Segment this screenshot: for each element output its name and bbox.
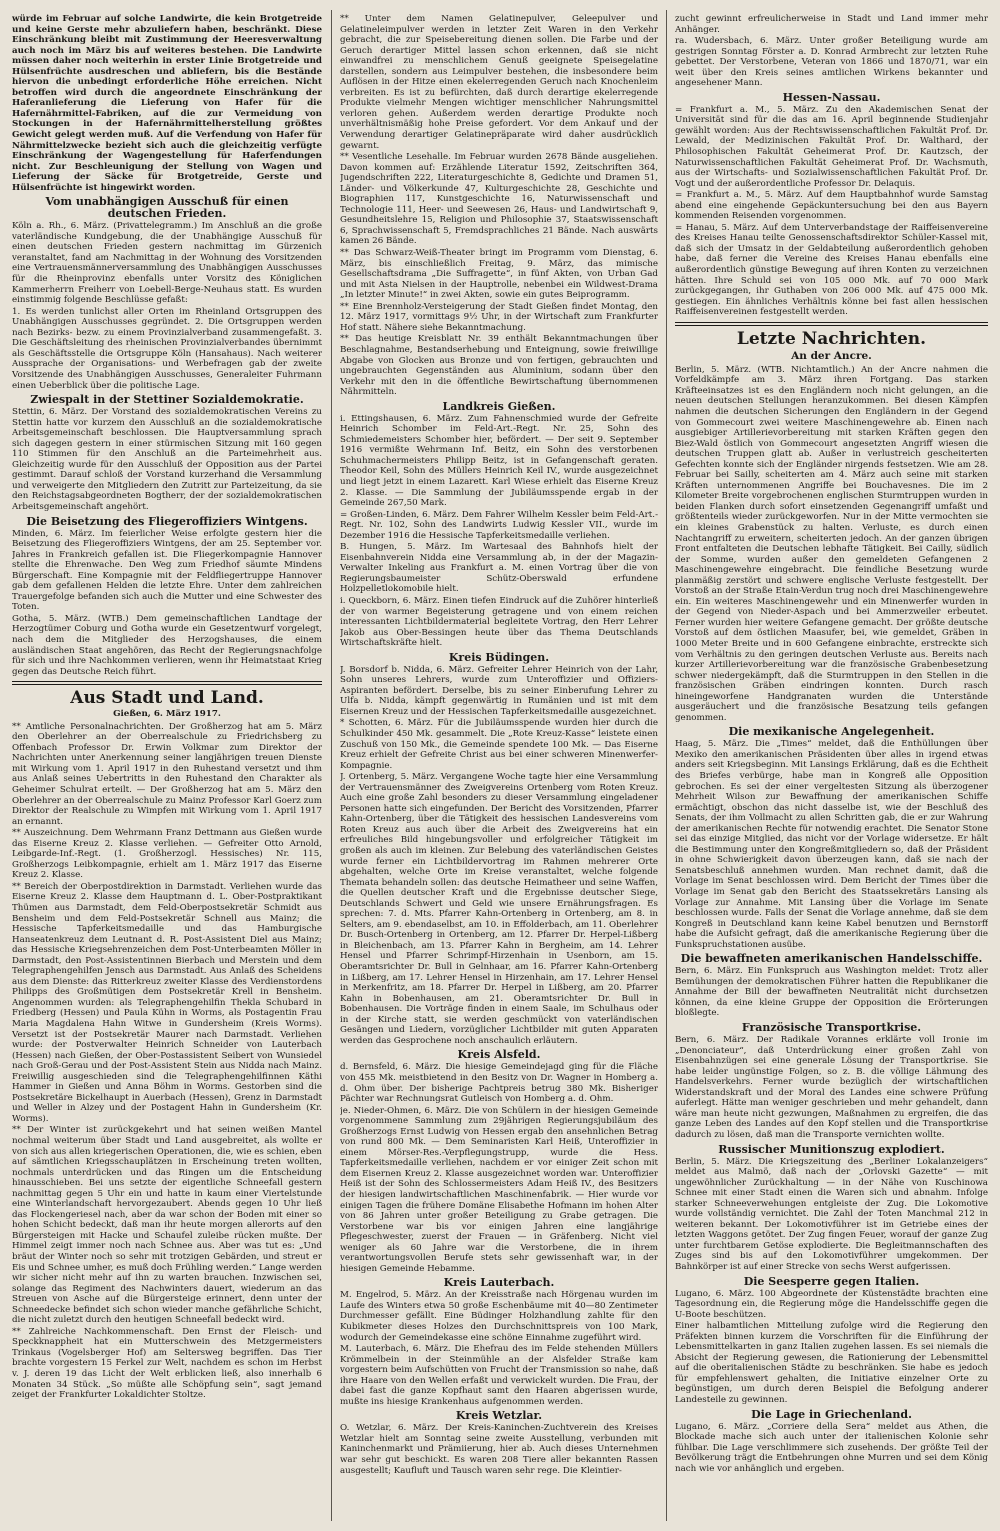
article-paragraph: Lugano, 6. März. „Corriere della Sera“ meldet aus Athen, die Blockade mache sich auch unter der italienischen Kolonie sehr fühlbar. Die Lage verschlimmere sich zusehends. Der größte Teil der Bevölkerung trägt die Entbehrungen ohne Murren und sei dem König nach wie vor anhänglich und ergeben. <box>675 1421 988 1474</box>
district-heading: Landkreis Gießen. <box>442 399 556 413</box>
article-paragraph: Lugano, 6. März. 100 Abgeordnete der Küstenstädte brachten eine Tagesordnung ein, die Regierung möge die Handelsschiffe gegen die U-Boote beschützen. <box>675 1288 988 1320</box>
article-paragraph: ** Amtliche Personalnachrichten. Der Großherzog hat am 5. März den Oberlehrer an der Oberrealschule zu Friedrichsberg zu Offenbach Professor Dr. Erwin Volkmar zum Direktor der Nachrichten unter Anerkennung seiner langjährigen treuen Dienste mit Wirkung vom 1. April 1917 in den Ruhestand versetzt und ihm aus Anlaß seines Uebertritts in den Ruhestand den Charakter als Geheimer Schulrat erteilt. — Der Großherzog hat am 5. März den Oberlehrer an der Oberrealschule zu Mainz Professor Karl Goerz zum Direktor der Realschule zu Wimpfen mit Wirkung vom 1. April 1917 an ernannt. <box>12 721 322 827</box>
article-paragraph: je. Nieder-Ohmen, 6. März. Die von Schülern in der hiesigen Gemeinde vorgenommene Sammlung zum 29jährigen Regierungsjubiläum des Großherzogs Ernst Ludwig von Hessen ergab den ansehnlichen Betrag von rund 800 Mk. — Dem Seminaristen Karl Heiß, Unteroffizier in einem Mörser-Res.-Verpflegungstrupp, wurde die Hess. Tapferkeitsmedaille verliehen, nachdem er vor einiger Zeit schon mit dem Eisernen Kreuz 2. Klasse ausgezeichnet worden war. Unteroffizier Heiß ist der Sohn des Schlossermeisters Adam Heiß IV., des Besitzers der hiesigen landwirtschaftlichen Maschinenfabrik. — Hier wurde vor einigen Tagen die frühere Domäne Elisabethe Hofmann im hohen Alter von 86 Jahren unter großer Beteiligung zu Grabe getragen. Die Verstorbene war bis vor einigen Jahren eine langjährige Pflegeschwester, zuerst der Frauen — in Gräfenberg. Nicht viel weniger als 60 Jahre war die Verstorbene, die in ihrem verantwortungsvollen Berufe stets sehr gewissenhaft war, in der hiesigen Gemeinde Hebamme. <box>340 1105 658 1274</box>
article-paragraph: ** Der Winter ist zurückgekehrt und hat seinen weißen Mantel nochmal weiterum über Stadt und Land ausgebreitet, als wollte er von sich aus allen kriegerischen Operationen, die, wie es schien, eben auf sämtlichen Kriegsschauplätzen in Erscheinung treten wollten, nochmals unterdrücken und das Ringen um die Entscheidung hinausschieben. Bei uns setzte der eigentliche Schneefall gestern nachmittag gegen 5 Uhr ein und hatte in kaum einer Viertelstunde eine Winterlandschaft hervorgezaubert. Abends gegen 10 Uhr ließ das Flockengeriesel nach, aber da war schon der Boden mit einer so hohen Schicht bedeckt, daß man ihr heute morgen allerorts auf den Bürgersteigen mit Hacke und Schaufel zuleibe rücken mußte. Der Himmel zeigt immer noch nach Schnee aus. Aber was tut es: „Und bräut der Winter noch so sehr mit trotzigen Gebärden, und streut er Eis und Schnee umher, es muß doch Frühling werden.“ Lange werden wir sicher nicht mehr auf ihn zu warten brauchen. Inzwischen sei, solange das Regiment des Nachwinters dauert, wiederum an das Streuen von Asche auf die Bürgersteige erinnert, denn unter der Schneedecke befindet sich schon wieder manche gefährliche Schicht, die nicht zuletzt durch den heutigen Schneefall bedeckt wird. <box>12 1125 322 1326</box>
column-2 <box>340 14 658 1521</box>
article-paragraph: = Hanau, 5. März. Auf dem Unterverbandstage der Raiffeisenvereine des Kreises Hanau teilte Genossenschaftsdirektor Schüler-Kassel mit, daß sich der Umsatz in der Geldabteilung außerordentlich gehoben habe, daß ferner die Vereine des Kreises Hanau ebenfalls eine außerordentlich günstige Bewegung auf ihren Konten zu verzeichnen hätten. Ihre Schuld sei von 105 000 Mk. auf 70 000 Mark zurückgegangen, ihr Guthaben von 206 000 Mk. auf 475 000 Mk. gestiegen. Ein ähnliches Verhältnis könne bei fast allen hessischen Raiffeisenvereinen festgestellt werden. <box>675 222 988 318</box>
article-paragraph: ** Bereich der Oberpostdirektion in Darmstadt. Verliehen wurde das Eiserne Kreuz 2. Klasse dem Hauptmann d. L. Ober-Postpraktikant Thümen aus Darmstadt, dem Feld-Oberpostsekretär Schmidt aus Bensheim und dem Feld-Postsekretär Schnell aus Mainz; die Hessische Tapferkeitsmedaille und das Hamburgische Hanseatenkreuz dem Leutnant d. R. Post-Assistent Diel aus Mainz; das Hessische Kriegsehrenzeichen dem Post-Unterbeamten Möller in Darmstadt, den Post-Assistentinnen Bierbach und Merstein und dem Telegraphengehilfen Jensch aus Darmstadt. Aus Anlaß des Scheidens aus dem Dienste: das Ritterkreuz zweiter Klasse des Verdienstordens Philipps des Großmütigen dem Postsekretär Krell in Bensheim. Angenommen wurden: als Telegraphengehilfin Thekla Schubard in Friedberg (Hessen) und Paula Kühn in Worms, als Postagentin Frau Maria Magdalena Hahn Witwe in Gundersheim (Kreis Worms). Versetzt ist der Postsekretär Maurer nach Darmstadt. Verliehen wurde: der Postverwalter Heinrich Schneider von Lauterbach (Hessen) nach Gießen, der Ober-Postassistent Seibert von Wunsiedel nach Groß-Gerau und der Post-Assistent Stein aus Nidda nach Mainz. Freiwillig ausgeschieden sind die Telegraphengehilfinnen Käthi Hammer in Gießen und Anna Böhm in Worms. Gestorben sind die Postsekretäre Bickelhaupt in Auerbach (Hessen), Grenz in Darmstadt und Weller in Alzey und der Postagent Hahn in Gundersheim (Kr. Worms). <box>12 881 322 1124</box>
article-headline: Vom unabhängigen Ausschuß für einen deutschen Frieden. <box>45 195 289 221</box>
article-paragraph: Einer halbamtlichen Mitteilung zufolge wird die Regierung den Präfekten binnen kurzem die Vorschriften für die Einführung der Lebensmittelkarten in ganz Italien zugehen lassen. Es sei niemals die Absicht der Regierung gewesen, die Rationierung der Lebensmittel auf die oberitalienischen Städte zu beschränken. Sie habe es jedoch für empfehlenswert gehalten, die Initiative einzelner Orte zu begünstigen, um durch deren Beispiel die Befolgung anderer Landesteile zu gewinnen. <box>675 1321 988 1405</box>
article-paragraph: Köln a. Rh., 6. März. (Privattelegramm.) Im Anschluß an die große vaterländische Kundgebung, die der Unabhängige Ausschuß für einen deutschen Frieden gestern nachmittag im Gürzenich veranstaltet, fand am Nachmittag in der Wohnung des Vorsitzenden eine Vertrauensmännerversammlung des Unabhängigen Ausschusses für die Rheinprovinz ebenfalls unter Vorsitz des Königlichen Kammerherrn Freiherr von Loebell-Berge-Neuhaus statt. Es wurden einstimmig folgende Beschlüsse gefaßt: <box>12 221 322 306</box>
article-headline: Die mexikanische Angelegenheit. <box>728 725 935 739</box>
article-paragraph: ** Eine Brennholz-Versteigerung der Stadt Gießen findet Montag, den 12. März 1917, vormittags 9½ Uhr, in der Wirtschaft zum Frankfurter Hof statt. Nähere siehe Bekanntmachung. <box>340 301 658 333</box>
article-paragraph: d. Bernsfeld, 6. März. Die hiesige Gemeindejagd ging für die Fläche von 455 Mk. meistbietend in den Besitz von Dr. Wagner in Homberg a. d. Ohm über. Der bisherige Pachtpreis betrug 380 Mk. Bisheriger Pächter war Rechnungsrat Gutleisch von Homberg a. d. Ohm. <box>340 1062 658 1105</box>
article-paragraph: Haag, 5. März. Die „Times“ meldet, daß die Enthüllungen über Mexiko den amerikanischen Präsidenten über alles in irgend etwas anders seit Kriegsbeginn. Mit Lansings Erklärung, daß es die Echtheit des Briefes verbürge, habe man in Kongreß alle Opposition gebrochen. Es sei der einer vergeltesten Sitzung als überzogener Mehrheit Wilson zur Bewaffnung der amerikanischen Schiffe ermächtigt, obschon das nicht dasselbe ist, wie der Beschluß des Senats, der ihm Vollmacht zu allen Schritten gab, die er zur Wahrung der amerikanischen Rechte für notwendig erachtet. Die Senator Stone sei das einzige Mitglied, das nicht vor der Vorlage widersetze. Er hält die Bestimmung unter den Kongreßmitgliedern so, daß der Präsident in ohne Schwierigkeit davon überzeugen kann, daß sie nach der Senatsbeschluß annehmen wurden. Man rechnet damit, daß die Vorlage im Senat beschlossen wird. Dem Bericht der Times über die Vorlage im Senat gab den Bericht des Staatssekretärs Lansing als Vorlage zur Annahme. Mit Lansing über die Vorlage im Senate beschlossen wurde. Falls der Senat die Vorlage annehme, daß sie dem Kongreß in Deutschland kann keine Kabel benutzen und Bernstorff habe die Aufsicht gefragt, daß die amerikanische Regierung über die Funkspruchstationen ausübe. <box>675 739 988 950</box>
article-paragraph: O. Wetzlar, 6. März. Der Kreis-Kaninchen-Zuchtverein des Kreises Wetzlar hielt am Sonntag seine zweite Ausstellung, verbunden mit Kaninchenmarkt und Prämiierung, hier ab. Auch dieses Unternehmen war sehr gut beschickt. Es waren 208 Tiere aller bekannten Rassen ausgestellt; Kaufluft und Tausch waren sehr rege. Die Kleintier- <box>340 1423 658 1476</box>
article-paragraph: Bern, 6. März. Der Radikale Vorannes erklärte voll Ironie im „Denonciateur“, daß Unterdrückung einer großen Zahl von Eisenbahnzügen sei eine generale Lösung der Transportkrise. Sie habe leider ungünstige Folgen, so z. B. die völlige Lähmung des Handelsverkehrs. Ferner wurde bezüglich der wirtschaftlichen Widerstandskraft und der Moral des Landes eine schwere Prüfung auferlegt. Hätte man weniger geschrieben und mehr gehandelt, dann wäre man heute nicht gezwungen, Maßnahmen zu ergreifen, die das ganze Leben des Landes auf den Kopf stellen und die Transportkrise dadurch zu lösen, daß man die Transporte vernichten wollte. <box>675 1035 988 1140</box>
article-headline: Zwiespalt in der Stettiner Sozialdemokratie. <box>30 393 304 407</box>
article-paragraph: i. Queckborn, 6. März. Einen tiefen Eindruck auf die Zuhörer hinterließ der von warmer Begeisterung getragene und von einem reichen interessanten Lichtbildermaterial begleitete Vortrag, den Herr Lehrer Jakob aus Ober-Bessingen heute über das Thema Deutschlands Wirtschaftskräfte hielt. <box>340 595 658 649</box>
column-1 <box>12 14 322 1521</box>
article-paragraph: zucht gewinnt erfreulicherweise in Stadt und Land immer mehr Anhänger. <box>675 14 988 35</box>
article-headline: Die Lage in Griechenland. <box>751 1407 912 1421</box>
column-rule <box>666 10 667 1521</box>
section-divider <box>675 322 988 326</box>
article-headline: Die bewaffneten amerikanischen Handelsschiffe. <box>680 952 983 966</box>
article-paragraph: Minden, 6. März. Im feierlicher Weise erfolgte gestern hier die Beisetzung des Fliegeroffiziers Wintgens, der am 25. September vor. Jahres in Frankreich gefallen ist. Die Fliegerkompagnie Hannover stellte die Ehrenwache. Den Weg zum Friedhof säumte Mindens Bürgerschaft. Eine Kompagnie mit der Feldfliegertruppe Hannover gab dem gefallenen Helden die letzte Ehre. Unter dem zahlreichen Trauergefolge befanden sich auch die Mutter und eine Schwester des Toten. <box>12 528 322 613</box>
article-paragraph: M. Engelrod, 5. März. An der Kreisstraße nach Hörgenau wurden im Laufe des Winters etwa 50 große Eschenbäume mit 40—80 Zentimeter Durchmesser gefällt. Eine Büdinger Holzhandlung zahlte für den Kubikmeter dieses Holzes den Durchschnittspreis von 100 Mark, wodurch der Gemeindekasse eine schöne Einnahme zugeführt wird. <box>340 1290 658 1343</box>
subsection-title: An der Ancre. <box>791 349 872 362</box>
article-paragraph: J. Borsdorf b. Nidda, 6. März. Gefreiter Lehrer Heinrich von der Lahr, Sohn unseres Lehrers, wurde zum Unteroffizier und Offiziers-Aspiranten befördert. Derselbe, bis zu seiner Einberufung Lehrer zu Ulfa b. Nidda, kämpft gegenwärtig in Rumänien und ist mit dem Eisernen Kreuz und der Hessischen Tapferkeitsmedaille ausgezeichnet. <box>340 664 658 717</box>
article-paragraph: Bern, 6. März. Ein Funkspruch aus Washington meldet: Trotz aller Bemühungen der demokratischen Führer hatten die Republikaner die Annahme der Bill der bewaffneten Neutralität nicht durchsetzen können, da eine kleine Gruppe der Opposition die Erörterungen bloßlegte. <box>675 966 988 1019</box>
article-paragraph: M. Lauterbach, 6. März. Die Ehefrau des im Felde stehenden Müllers Krömmelbein in der Steinmühle an der Alsfelder Straße kam vorgestern beim Aufschütten von Frucht der Transmission so nahe, daß ihre Haare von den Wellen erfaßt und verwickelt wurden. Die Frau, der dabei fast die ganze Kopfhaut samt den Haaren abgerissen wurde, mußte ins hiesige Krankenhaus aufgenommen werden. <box>340 1344 658 1407</box>
article-paragraph: i. Ettingshausen, 6. März. Zum Fahnenschmied wurde der Gefreite Heinrich Schomber im Feld-Art.-Regt. Nr. 25, Sohn des Schmiedemeisters Schomber hier, befördert. — Der seit 9. September 1916 vermißte Wehrmann Inf. Beitz, ein Sohn des verstorbenen Schuhmachermeisters Philipp Beitz, ist in Gefangenschaft geraten. Theodor Keil, Sohn des Müllers Heinrich Keil IV., wurde ausgezeichnet und liegt jetzt in einem Lazarett. Karl Wiese erhielt das Eiserne Kreuz 2. Klasse. — Die Sammlung der Jubiläumsspende ergab in der Gemeinde 267,50 Mark. <box>340 413 658 509</box>
article-paragraph: Stettin, 6. März. Der Vorstand des sozialdemokratischen Vereins zu Stettin hatte vor kurzem den Ausschluß an die sozialdemokratische Arbeitsgemeinschaft beschlossen. Die Hauptversammlung sprach sich dagegen gestern in einer stürmischen Sitzung mit 160 gegen 110 Stimmen für den Anschluß an die Parteimehrheit aus. Gleichzeitig wurde für den Ausschluß der Opposition aus der Partei gestimmt. Darauf schloß der Vorstand kurzerhand die Versammlung und verweigerte den Mitgliedern den Zutritt zur Parteizeitung, da sie den Reichstagsabgeordneten Bogtherr, der der sozialdemokratischen Arbeitsgemeinschaft angehört. <box>12 407 322 512</box>
article-headline: Französische Transportkrise. <box>741 1021 922 1035</box>
article-paragraph: J. Ortenberg, 5. März. Vergangene Woche tagte hier eine Versammlung der Vertrauensmänner des Zweigvereins Ortenberg vom Roten Kreuz. Auch eine große Zahl besonders zu dieser Versammlung eingeladener Personen hatte sich eingefunden. Der Bericht des Vorsitzenden, Pfarrer Kahn-Ortenberg, über die Tätigkeit des hessischen Landesvereins vom Roten Kreuz aus auch über die Arbeit des Zweigvereins hat ein erfreuliches Bild hingebungsvoller und erfolgreicher Tätigkeit im großen als auch im kleinen. Zur Belebung des vaterländischen Geistes wurde ferner ein Lichtbildervortrag im Rahmen mehrerer Orte abgehalten, welche Orte im Kreise veranstaltet, welche folgende Themata behandeln sollen: das deutsche Heimatheer und seine Waffen, die Quellen deutscher Kraft und die Ergebnisse deutscher Siege, Deutschlands Schwert und Geld wie unsere Ernährungsfragen. Es sprechen: 7. d. Mts. Pfarrer Kahn-Ortenberg in Ortenberg, am 8. in Selters, am 9. ebendaselbst, am 10. in Effolderbach, am 11. Oberlehrer Dr. Busch-Ortenberg in Ortenberg, am 12. Pfarrer Dr. Herpel-Lißberg in Bleichenbach, am 13. Pfarrer Kahn in Bergheim, am 14. Lehrer Hensel und Pfarrer Schrimpf-Hirzenhain in Usenborn, am 15. Oberamtsrichter Dr. Bull in Gelnhaar, am 16. Pfarrer Kahn-Ortenberg in Lißberg, am 17. Lehrer Hensel in Hirzenhain, am 17. Lehrer Hensel in Merkenfritz, am 18. Pfarrer Dr. Herpel in Lißberg, am 20. Pfarrer Kahn in Bobenhausen, am 21. Oberamtsrichter Dr. Bull in Bobenhausen. Die Vorträge finden in einem Saale, im Schulhaus oder in der Kirche statt, sie werden geschmückt von vaterländischen Gesängen und Liedern, vorzüglicher Lichtbilder mit guten Apparaten werden das Gesprochene noch anschaulich erläutern. <box>340 772 658 1046</box>
article-paragraph: = Großen-Linden, 6. März. Dem Fahrer Wilhelm Kessler beim Feld-Art.-Regt. Nr. 102, Sohn des Landwirts Ludwig Kessler VII., wurde im Dezember 1916 die Hessische Tapferkeitsmedaille verliehen. <box>340 509 658 541</box>
article-paragraph: = Frankfurt a. M., 5. März. Zu den Akademischen Senat der Universität sind für die das am 16. April beginnende Studienjahr gewählt worden: Aus der Rechtswissenschaftlichen Fakultät Prof. Dr. Lewald, der Medizinischen Fakultät Prof. Dr. Walthard, der Philosophischen Fakultät Geheimerat Prof. Dr. Kautzsch, der Naturwissenschaftlichen Fakultät Geheimerat Prof. Dr. Wachsmuth, aus der Wirtschafts- und Sozialwissenschaftlichen Fakultät Prof. Dr. Vogt und der außerordentliche Professor Dr. Delaquis. <box>675 104 988 189</box>
district-heading: Kreis Büdingen. <box>448 650 550 664</box>
region-heading: Hessen-Nassau. <box>782 90 881 104</box>
article-paragraph: Berlin, 5. März. Die Kriegszeitung des „Berliner Lokalanzeigers“ meldet aus Malmö, daß nach der „Orlovski Gazette“ — mit ungewöhnlicher Zurückhaltung — in der Nähe von Kuschinowa Schnee mit einer Stadt einen die Waren sich und abnahm. Infolge starker Schneeverwehungen entgleiste der Zug. Die Lokomotive wurde vollständig vernichtet. Die Zahl der Toten Manchmal 212 in weiteren bekannt. Der Lokomotivführer ist im Getriebe eines der letzten Waggons getötet. Der Zug fingen Feuer, worauf der ganze Zug unter furchtbarem Getöse explodierte. Die Begleitmannschaften des Zuges sind bis auf den Lokomotivführer umgekommen. Der Bahnkörper ist auf einer Strecke von sechs Werst aufgerissen. <box>675 1156 988 1272</box>
article-paragraph: Berlin, 5. März. (WTB. Nichtamtlich.) An der Ancre nahmen die Vorfeldkämpfe am 3. März ihren Fortgang. Das starken Kräfteeinsatzes ist es den Engländern noch nicht gelungen, an die neuen deutschen Stellungen heranzukommen. Bei diesen Kämpfen nahmen die deutschen Sicherungen den Engländern in der Gegend von Gommecourt zwei weitere Maschinengewehre ab. Einen nach ausgiebiger Artillerievorbereitung mit starken Kräften gegen den Biez-Wald östlich von Gommecourt angesetzten Angriff wiesen die deutschen Truppen glatt ab. Außer in verlustreich gescheiterten Gefechten konnte sich der Engländer nirgends festsetzen. Wie am 28. Februar bei Sailly, scheiterten am 4. März auch seine mit starken Kräften unternommenen Angriffe bei Bouchavesnes. Die im 2 Kilometer Breite vorgebrochenen englischen Sturmtruppen wurden in beiden Flanken durch sofort einsetzenden Gegenangriff umfaßt und größtenteils wieder zurückgeworfen. Nur in der Mitte vermochten sie ein kleines Grabenstück zu halten. Verluste, es durch einen Nachtangriff zu erweitern, scheiterten jedoch. An der ganzen übrigen Front entfalteten die Deutschen lebhafte Tätigkeit. Bei Cailly, südlich der Somme, wurden außer den gemeldeten Gefangenen 2 Maschinengewehre eingebracht. Die feindliche Besetzung wurde planmäßig zerstört und schwere englische Verluste festgestellt. Der Vorstoß an der Straße Etain-Verdun trug noch drei Maschinengewehre ein. Ein weiteres Maschinengewehr und ein Minenwerfer wurden in der Gegend von Nieder-Aspach und bei Ammerzweiler erbeutet. Ferner wurden hier weitere Gefangene gemacht. Der größte deutsche Vorstoß auf dem östlichen Maasufer, bei, wie gemeldet, Gräben in 1000 Meter Breite und in 600 Gefangene einbrachte, erstreckte sich vom Verhältnis zu den geringen deutschen Verluste aus. Bereits nach kurzer Artillerievorbereitung war die französische Grabenbesetzung schwer niedergekämpft, daß die Sturmtruppen in den Stellen in die französischen Gräben eindringen konnten. Durch rasch hineingeworfene Handgranaten wurden die Unterstände ausgeräuchert und die französische Besatzung teils gefangen genommen. <box>675 364 988 723</box>
article-paragraph: ** Vesentliche Lesehalle. Im Februar wurden 2678 Bände ausgeliehen. Davon kommen auf: Erzählende Literatur 1592, Zeitschriften 364, Jugendschriften 222, Literaturgeschichte 8, Gedichte und Dramen 51, Länder- und Völkerkunde 47, Kulturgeschichte 28, Geschichte und Biographien 117, Kunstgeschichte 16, Naturwissenschaft und Technologie 111, Heer- und Seewesen 26, Haus- und Landwirtschaft 9, Gesundheitslehre 15, Religion und Philosophie 37, Staatswissenschaft 6, Sprachwissenschaft 5, Fremdsprachliches 21 Bände. Nach auswärts kamen 26 Bände. <box>340 152 658 247</box>
dateline: Gießen, 6. März 1917. <box>113 709 221 720</box>
column-rule <box>331 10 332 1521</box>
article-paragraph: würde im Februar auf solche Landwirte, die kein Brotgetreide und keine Gerste mehr abzuliefern haben, beschränkt. Diese Einschränkung bleibt mit Zustimmung der Heeresverwaltung auch noch im März bis auf weiteres bestehen. Die Landwirte müssen daher noch weiterhin in erster Linie Brotgetreide und Hülsenfrüchte ausdreschen und abliefern, bis die Bestände hiervon die unbedingt erforderliche Höhe erreichen. Nicht betroffen wird durch die angeordnete Einschränkung der Haferanlieferung die Lieferung von Hafer für die Hafernährmittel-Fabriken, auf die zur Vermeidung von Stockungen in der Hafernährmittelherstellung größtes Gewicht gelegt werden muß. Auf die Verfendung von Hafer für Nährmittelzwecke bezieht sich auch die gleichzeitig verfügte Einschränkung der Wagengestellung für Haferfendungen nicht. Zur Beschleunigung der Stellung von Wagen und Lieferung der Säcke für Brotgetreide, Gerste und Hülsenfrüchte ist hingewirkt worden. <box>12 14 322 193</box>
section-divider <box>12 681 322 685</box>
article-paragraph: B. Hungen, 5. März. Im Wartesaal des Bahnhofs hielt der Eisenbahnverein Nidda eine Versammlung ab, in der der Magazin-Verwalter Inkeling aus Frankfurt a. M. einen Vortrag über die von Regierungsbaumeister Schütz-Oberswald erfundene Holzpelletlokomobile hielt. <box>340 542 658 595</box>
column-3 <box>675 14 988 1521</box>
district-heading: Kreis Lauterbach. <box>443 1276 555 1290</box>
article-paragraph: ** Zahlreiche Nachkommenschaft. Den Ernst der Fleisch- und Speckknappheit hat ein Mutterschwein des Metzgermeisters Trinkaus (Vogelsberger Hof) am Seltersweg begriffen. Das Tier brachte vorgestern 15 Ferkel zur Welt, nachdem es schon im Herbst v. J. deren 19 das Licht der Welt erblicken ließ, also innerhalb 6 Monaten 34 Stück. „So müßte alle Schöpfung sein“, sagt jemand zeiget der Frankfurter Lokaldichter Stoltze. <box>12 1326 322 1401</box>
article-paragraph: ** Unter dem Namen Gelatinepulver, Geleepulver und Gelatineleimpulver werden in letzter Zeit Waren in den Verkehr gebracht, die zur Speisebereitung dienen sollen. Die Farbe und der Geruch derartiger Mittel lassen schon erkennen, daß sie nicht einwandfrei zu menschlichem Genuß geeignete Speisegelatine darstellen, sondern aus Leimpulver bestehen, die insbesondere beim Auflösen in der Hitze einen ekelerregenden Geruch nach Knochenleim verbreiten. Es ist zu befürchten, daß durch derartige ekelerregende Produkte vielmehr Mengen wichtiger menschlicher Nahrungsmittel verloren gehen. Außerdem werden derartige Produkte noch unverhältnismäßig hohe Preise gefordert. Vor dem Ankauf und der Verwendung derartiger Gelatinepräparate wird daher ausdrücklich gewarnt. <box>340 14 658 151</box>
article-paragraph: ** Auszeichnung. Dem Wehrmann Franz Dettmann aus Gießen wurde das Eiserne Kreuz 2. Klasse verliehen. — Gefreiter Otto Arnold, Leibgarde-Inf.-Regt. (1. Großherzogl. Hessisches) Nr. 115, Großherzogs Leibkompagnie, erhielt am 1. März 1917 das Eiserne Kreuz 2. Klasse. <box>12 828 322 881</box>
article-headline: Die Beisetzung des Fliegeroffiziers Wintgens. <box>26 514 308 528</box>
section-title: Letzte Nachrichten. <box>736 328 927 349</box>
article-paragraph: ** Das heutige Kreisblatt Nr. 39 enthält Bekanntmachungen über Beschlagnahme, Bestandserhebung und Enteignung, sowie freiwillige Abgabe von Glocken aus Bronze und von fertigen, gebrauchten und ungebrauchten Gegenständen aus Aluminium, sodann über den Verkehr mit den in die öffentliche Bewirtschaftung übernommenen Nährmitteln. <box>340 334 658 398</box>
article-paragraph: * Schotten, 6. März. Für die Jubiläumsspende wurden hier durch die Schulkinder 450 Mk. gesammelt. Die „Rote Kreuz-Kasse“ leistete einen Zuschuß von 150 Mk., die Gemeinde spendete 100 Mk. — Das Eiserne Kreuz erhielt der Gefreite Christ aus bei einer schweren Minenwerfer-Kompagnie. <box>340 718 658 771</box>
article-headline: Die Seesperre gegen Italien. <box>743 1274 920 1288</box>
article-paragraph: Gotha, 5. März. (WTB.) Dem gemeinschaftlichen Landtage der Herzogtümer Coburg und Gotha wurde ein Gesetzentwurf vorgelegt, nach dem die Mitglieder des Herzogshauses, die einem ausländischen Staat angehören, das Recht der Regierungsnachfolge für sich und ihre Nachkommen verlieren, wenn ihr Heimatstaat Krieg gegen das Deutsche Reich führt. <box>12 613 322 677</box>
section-title: Aus Stadt und Land. <box>70 688 264 709</box>
article-headline: Russischer Munitionszug explodiert. <box>718 1142 945 1156</box>
district-heading: Kreis Alsfeld. <box>457 1048 541 1062</box>
article-paragraph: = Frankfurt a. M., 5. März. Auf dem Hauptbahnhof wurde Samstag abend eine eingehende Gepäckuntersuchung bei den aus Bayern kommenden Reisenden vorgenommen. <box>675 190 988 222</box>
article-paragraph: ** Das Schwarz-Weiß-Theater bringt im Programm vom Dienstag, 6. März, bis einschließlich Freitag, 9. März, das mimische Gesellschaftsdrama „Die Suffragette“, in fünf Akten, von Urban Gad und mit Asta Nielsen in der Hauptrolle, nebenbei ein Wildwest-Drama „In letzter Minute!“ in zwei Akten, sowie ein gutes Beiprogramm. <box>340 248 658 301</box>
article-paragraph: 1. Es werden tunlichst aller Orten im Rheinland Ortsgruppen des Unabhängigen Ausschusses gegründet. 2. Die Ortsgruppen werden nach Bezirks- bezw. zu einem Provinzialverband zusammengefaßt. 3. Die Geschäftsleitung des rheinischen Provinzialverbandes übernimmt als Geschäftsstelle die Ortsgruppe Köln (Hansahaus). Nach weiterer Aussprache der Organisations- und Werbefragen gab der zweite Vorsitzende des Unabhängigen Ausschusses, Generaleiter Fuhrmann einen Ueberblick über die politische Lage. <box>12 306 322 391</box>
district-heading: Kreis Wetzlar. <box>455 1409 543 1423</box>
article-paragraph: ra. Wudersbach, 6. März. Unter großer Beteiligung wurde am gestrigen Sonntag Förster a. D. Konrad Armbrecht zur letzten Ruhe gebettet. Der Verstorbene, Veteran von 1866 und 1870/71, war ein weit über den Kreis seines amtlichen Wirkens bekannter und angesehener Mann. <box>675 36 988 89</box>
